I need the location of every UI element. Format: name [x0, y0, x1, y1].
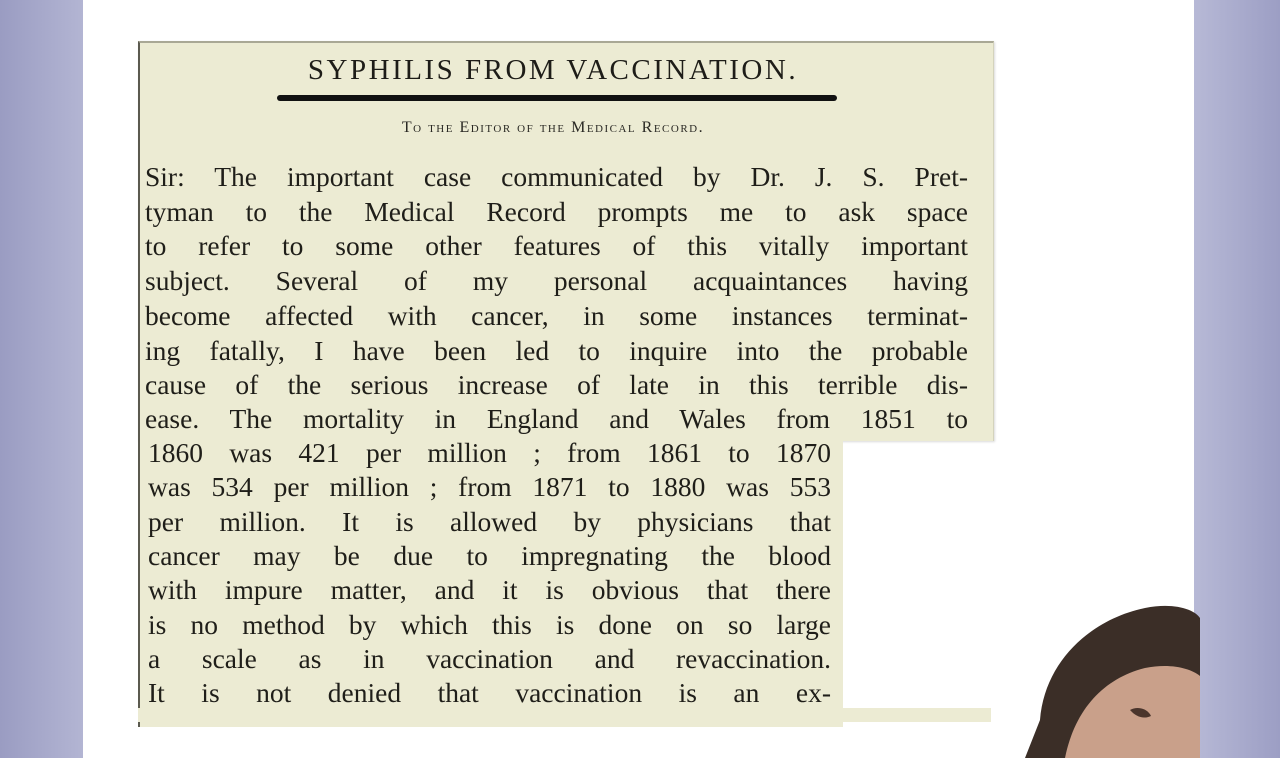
body-line: was 534 per million ; from 1871 to 1880 was 553 — [148, 471, 831, 502]
body-line: tyman to the Medical Record prompts me to ask space — [145, 196, 968, 227]
body-line: Sir: The important case communicated by Dr. J. S. Pret- — [145, 161, 968, 192]
article-headline: SYPHILIS FROM VACCINATION. — [307, 54, 799, 86]
body-line: subject. Several of my personal acquaintances having — [145, 265, 968, 296]
presenter-head-photo — [1025, 598, 1200, 758]
body-line: cancer may be due to impregnating the blood — [148, 540, 831, 571]
body-line: ing fatally, I have been led to inquire into the probable — [145, 335, 968, 366]
body-line: 1860 was 421 per million ; from 1861 to 1870 — [148, 437, 831, 468]
headline-underline — [277, 95, 837, 101]
body-line: a scale as in vaccination and revaccination. — [148, 643, 831, 674]
body-line: is no method by which this is done on so large — [148, 609, 831, 640]
body-line: It is not denied that vaccination is an ex- — [148, 677, 831, 708]
body-line: ease. The mortality in England and Wales from 1851 to — [145, 403, 968, 434]
body-line: cause of the serious increase of late in this terrible dis- — [145, 369, 968, 400]
body-line: to refer to some other features of this vitally important — [145, 230, 968, 261]
body-line: with impure matter, and it is obvious that there — [148, 574, 831, 605]
article-subhead: To the Editor of the Medical Record. — [401, 119, 705, 136]
body-line: per million. It is allowed by physicians that — [148, 506, 831, 537]
body-line: become affected with cancer, in some instances terminat- — [145, 300, 968, 331]
